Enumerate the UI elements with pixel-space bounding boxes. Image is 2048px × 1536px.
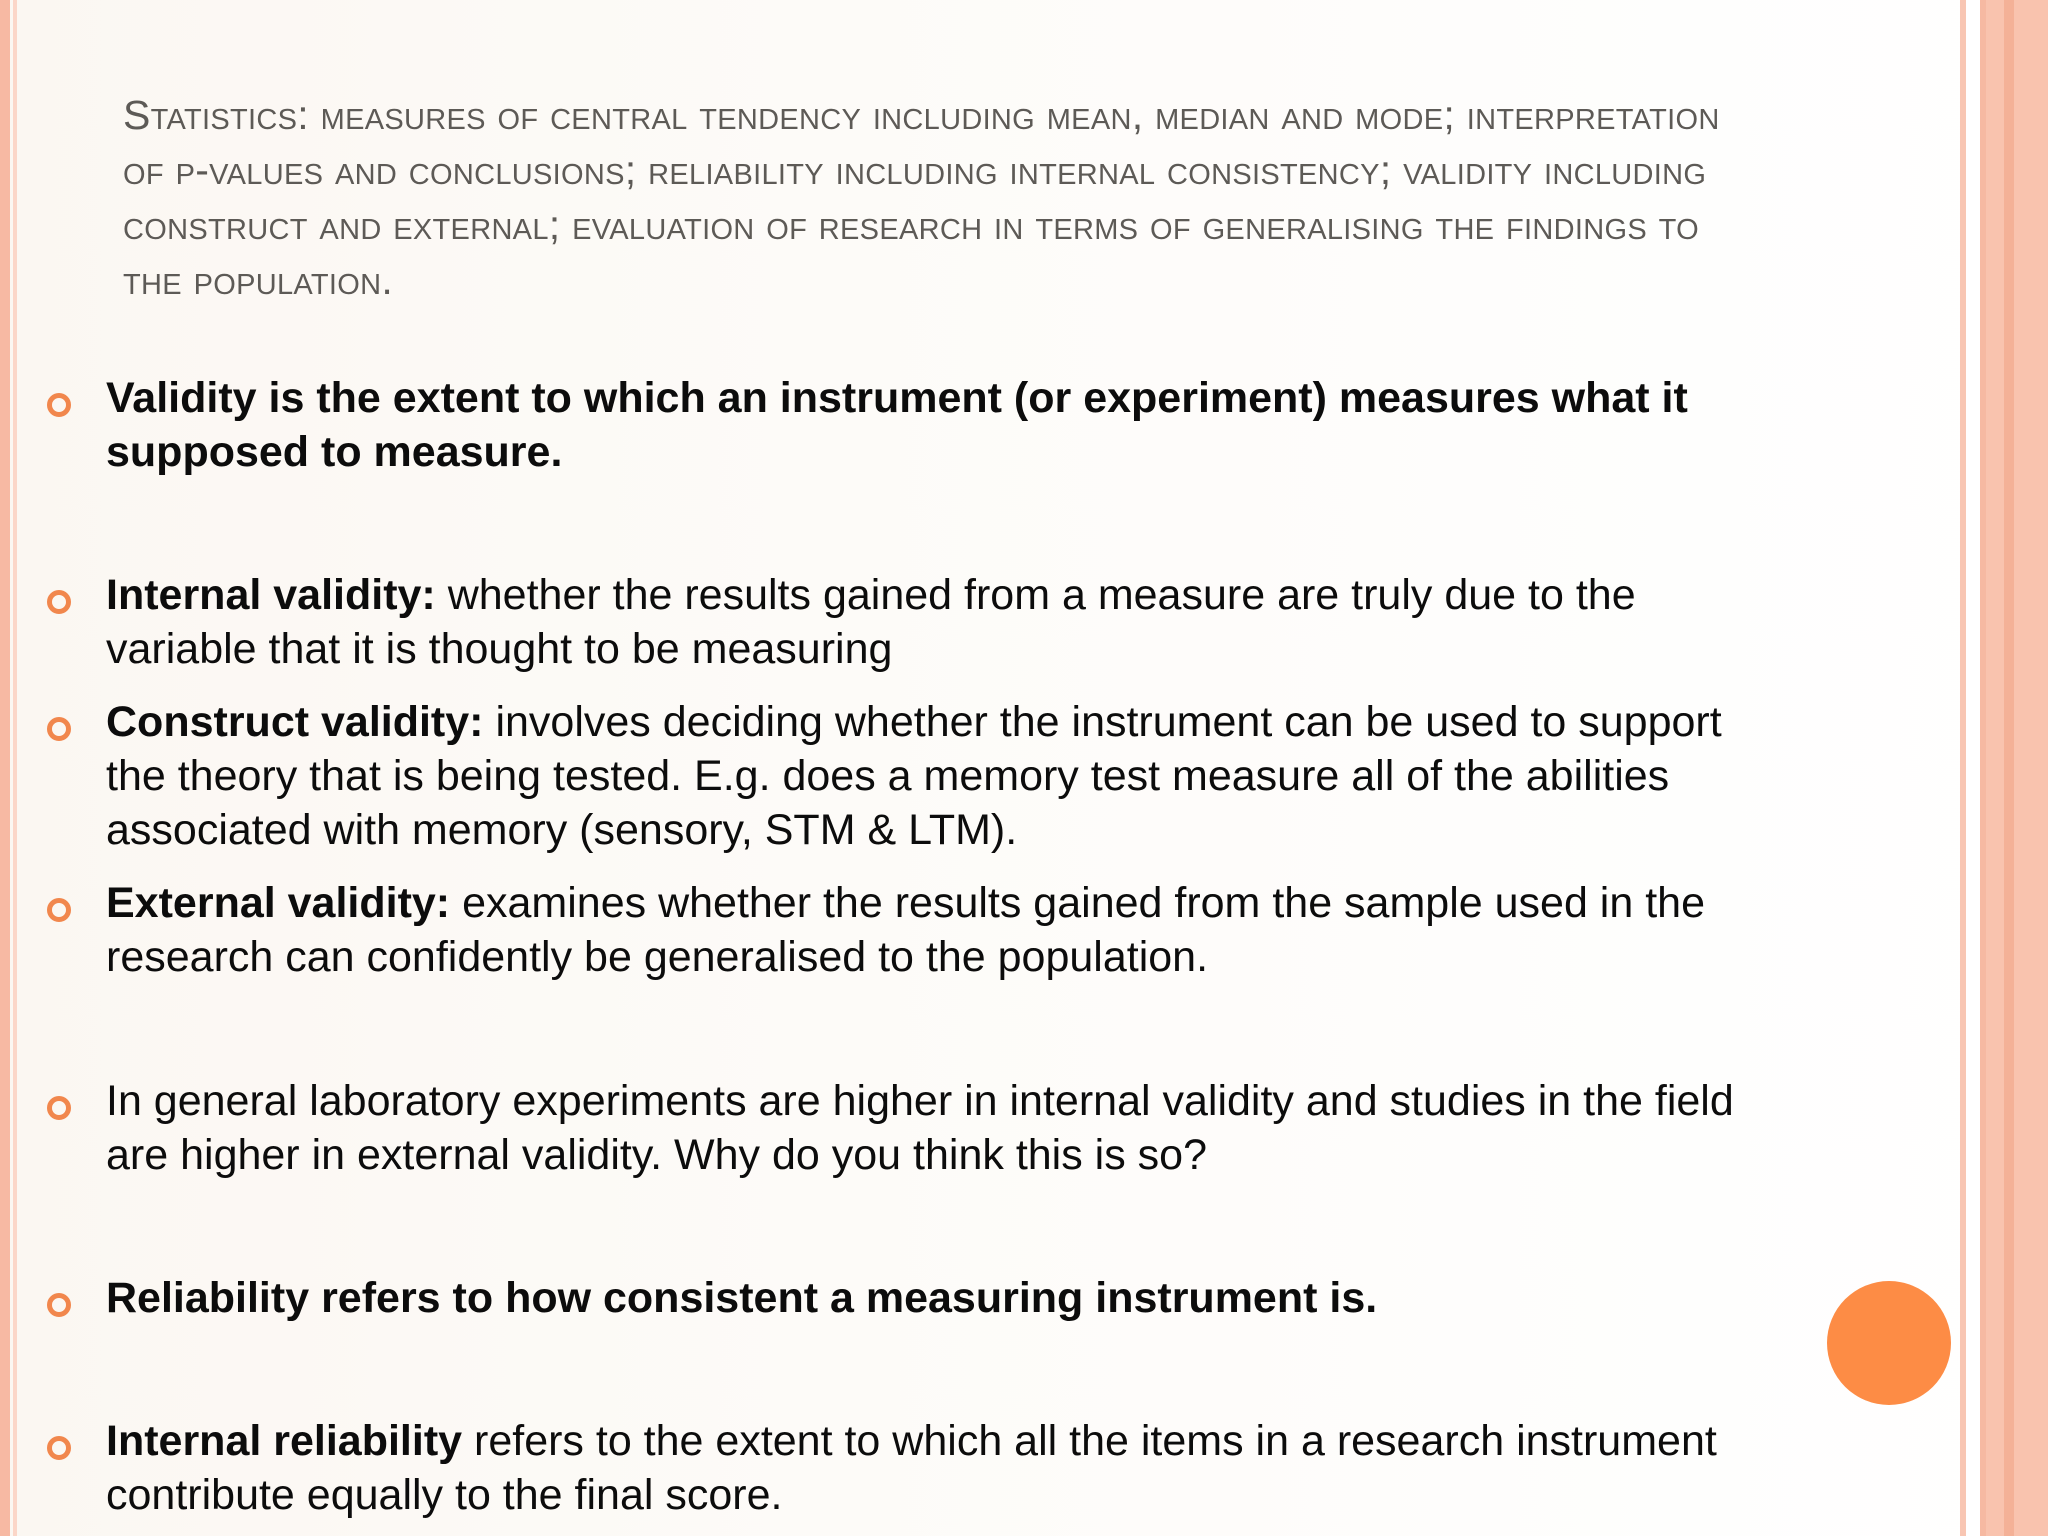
bullet-bold-text: Validity is the extent to which an instrument (or experiment) measures what it supposed to measure. <box>106 374 1688 476</box>
bullet-construct-validity <box>106 695 1766 857</box>
bullet-marker-icon <box>47 590 71 614</box>
bullet-text: refers to the extent to which all the items in a research instrument contribute equally to the final score. <box>106 1417 1717 1519</box>
left-border-thin-stripe <box>13 0 17 1536</box>
bullet-bold-text: External validity: <box>106 879 451 927</box>
bullet-bold-text: Internal validity: <box>106 571 436 619</box>
bullet-validity-definition <box>106 371 1766 479</box>
right-border-band <box>1986 0 2048 1536</box>
bullet-marker-icon <box>47 393 71 417</box>
bullet-text: examines whether the results gained from the sample used in the research can confidently be generalised to the population. <box>106 879 1705 981</box>
left-border-stripe <box>0 0 10 1536</box>
bullet-text: whether the results gained from a measure are truly due to the variable that it is thought to be measuring <box>106 571 1636 673</box>
bullet-text: In general laboratory experiments are higher in internal validity and studies in the field are higher in external validity. Why do you think this is so? <box>106 1077 1734 1179</box>
bullet-external-validity <box>106 876 1766 984</box>
bullet-bold-text: Internal reliability <box>106 1417 463 1465</box>
bullet-internal-validity <box>106 568 1766 676</box>
bullet-marker-icon <box>47 898 71 922</box>
right-border-gap <box>1966 0 1980 1536</box>
bullet-internal-reliability <box>106 1414 1766 1522</box>
bullet-text: involves deciding whether the instrument can be used to support the theory that is being tested. E.g. does a memory test measure all of the abilities associated with memory (sensory, STM & LTM). <box>106 698 1722 854</box>
right-border-dark-stripe <box>2004 0 2014 1536</box>
decorative-circle <box>1827 1281 1951 1405</box>
slide-title: Statistics: measures of central tendency including mean, median and mode; interpretation of p-values and conclusions; reliability including internal consistency; validity including construct and external; evaluation of research in terms of generalising the findings to the population. <box>123 92 1720 303</box>
bullet-bold-text: Reliability refers to how consistent a measuring instrument is. <box>106 1274 1378 1322</box>
bullet-bold-text: Construct validity: <box>106 698 484 746</box>
bullet-marker-icon <box>47 1436 71 1460</box>
bullet-marker-icon <box>47 717 71 741</box>
bullet-reliability-definition <box>106 1271 1766 1325</box>
bullet-lab-vs-field <box>106 1074 1766 1182</box>
bullet-marker-icon <box>47 1096 71 1120</box>
bullet-marker-icon <box>47 1293 71 1317</box>
